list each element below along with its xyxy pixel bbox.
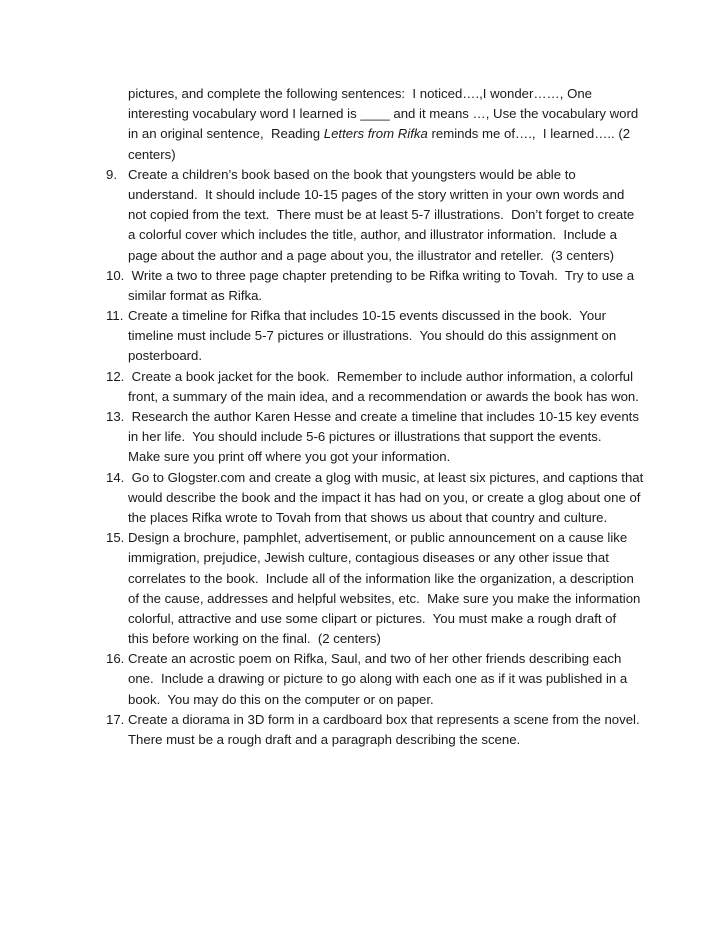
text-line <box>106 165 646 185</box>
line-text-after: reminds me of…., I learned….. (2 <box>427 126 631 142</box>
list-item-11 <box>106 306 646 367</box>
line-text: interesting vocabulary word I learned is ____ and it means …, Use the vocabulary word <box>128 106 639 122</box>
line-text: Create a book jacket for the book. Remember to include author information, a colorful <box>128 368 634 384</box>
text-line <box>106 84 646 104</box>
list-item-10 <box>106 266 646 306</box>
item-number: 12. <box>106 368 125 384</box>
list-item-16 <box>106 649 646 710</box>
text-line <box>106 266 646 286</box>
line-text: would describe the book and the impact it has had on you, or create a glog about one of <box>128 489 641 505</box>
line-text: understand. It should include 10-15 pages of the story written in your own words and <box>128 186 625 202</box>
text-line <box>106 346 646 366</box>
item-number: 11. <box>106 308 124 324</box>
line-text: this before working on the final. (2 centers) <box>128 631 381 647</box>
text-line <box>106 407 646 427</box>
line-text: Create a children’s book based on the book that youngsters would be able to <box>128 166 576 182</box>
line-text-before: in an original sentence, Reading <box>128 126 324 142</box>
line-text: the places Rifka wrote to Tovah from that shows us about that country and culture. <box>128 509 608 525</box>
text-line <box>106 629 646 649</box>
text-line <box>106 730 646 750</box>
text-line <box>106 387 646 407</box>
text-line <box>106 367 646 387</box>
line-text: centers) <box>128 146 176 162</box>
line-text: pictures, and complete the following sentences: I noticed….,I wonder……, One <box>128 86 593 101</box>
text-line <box>106 286 646 306</box>
line-text: Write a two to three page chapter pretending to be Rifka writing to Tovah. Try to use a <box>128 267 635 283</box>
line-text: similar format as Rifka. <box>128 287 263 303</box>
line-text: in her life. You should include 5-6 pictures or illustrations that support the events. <box>128 429 602 445</box>
list-item-15 <box>106 528 646 649</box>
item-number: 10. <box>106 267 125 283</box>
text-line <box>106 246 646 266</box>
line-text: timeline must include 5-7 pictures or illustrations. You should do this assignment on <box>128 328 617 344</box>
book-title: Letters from Rifka <box>323 126 428 142</box>
text-line <box>106 649 646 669</box>
text-line <box>106 205 646 225</box>
item-number: 9. <box>106 166 117 182</box>
line-text: posterboard. <box>128 348 203 364</box>
list-item-13 <box>106 407 646 468</box>
line-text: colorful, attractive and use some clipart or pictures. You must make a rough draft of <box>128 610 617 626</box>
assignment-list <box>106 84 646 750</box>
line-text: front, a summary of the main idea, and a recommendation or awards the book has won. <box>128 388 639 404</box>
line-text: Create an acrostic poem on Rifka, Saul, and two of her other friends describing each <box>128 651 622 667</box>
line-text: Create a timeline for Rifka that includes 10-15 events discussed in the book. Your <box>128 308 606 324</box>
text-line <box>106 710 646 730</box>
text-line <box>106 306 646 326</box>
line-text: correlates to the book. Include all of the information like the organization, a description <box>128 570 634 586</box>
item-number: 15. <box>106 530 125 546</box>
line-text: a colorful cover which includes the title, author, and illustrator information. Include a <box>128 227 617 243</box>
text-line <box>106 124 646 144</box>
line-text <box>128 124 630 144</box>
line-text: of the cause, addresses and helpful websites, etc. Make sure you make the information <box>128 590 641 606</box>
line-text: Create a diorama in 3D form in a cardboard box that represents a scene from the novel. <box>128 711 640 727</box>
text-line <box>106 609 646 629</box>
line-text: one. Include a drawing or picture to go along with each one as if it was published in a <box>128 671 628 687</box>
line-text: book. You may do this on the computer or on paper. <box>128 691 434 707</box>
line-text: There must be a rough draft and a paragraph describing the scene. <box>128 732 521 747</box>
list-item-17 <box>106 710 646 750</box>
text-line <box>106 447 646 467</box>
line-text: Research the author Karen Hesse and create a timeline that includes 10-15 key events <box>128 409 639 424</box>
item-number: 14. <box>106 469 125 485</box>
line-text: Go to Glogster.com and create a glog with music, at least six pictures, and captions that <box>128 469 644 485</box>
text-line <box>106 528 646 548</box>
text-line <box>106 185 646 205</box>
list-item-12 <box>106 367 646 407</box>
text-line <box>106 508 646 528</box>
text-line <box>106 225 646 245</box>
line-text: page about the author and a page about you, the illustrator and reteller. (3 centers) <box>128 247 615 263</box>
text-line <box>106 488 646 508</box>
text-line <box>106 690 646 710</box>
line-text: Design a brochure, pamphlet, advertisement, or public announcement on a cause like <box>128 530 628 546</box>
text-line <box>106 427 646 447</box>
item-number: 17. <box>106 711 125 727</box>
line-text: not copied from the text. There must be at least 5-7 illustrations. Don’t forget to create <box>128 207 635 223</box>
text-line <box>106 145 646 165</box>
line-text: immigration, prejudice, Jewish culture, contagious diseases or any other issue that <box>128 550 609 566</box>
item-number: 13. <box>106 409 125 424</box>
item-number: 16. <box>106 651 125 667</box>
list-item-9 <box>106 165 646 266</box>
line-text: Make sure you print off where you got your information. <box>128 449 451 465</box>
text-line <box>106 548 646 568</box>
text-line <box>106 569 646 589</box>
text-line <box>106 669 646 689</box>
list-item-14 <box>106 468 646 529</box>
text-line <box>106 104 646 124</box>
list-item-continued <box>106 84 646 165</box>
text-line <box>106 326 646 346</box>
text-line <box>106 468 646 488</box>
text-line <box>106 589 646 609</box>
